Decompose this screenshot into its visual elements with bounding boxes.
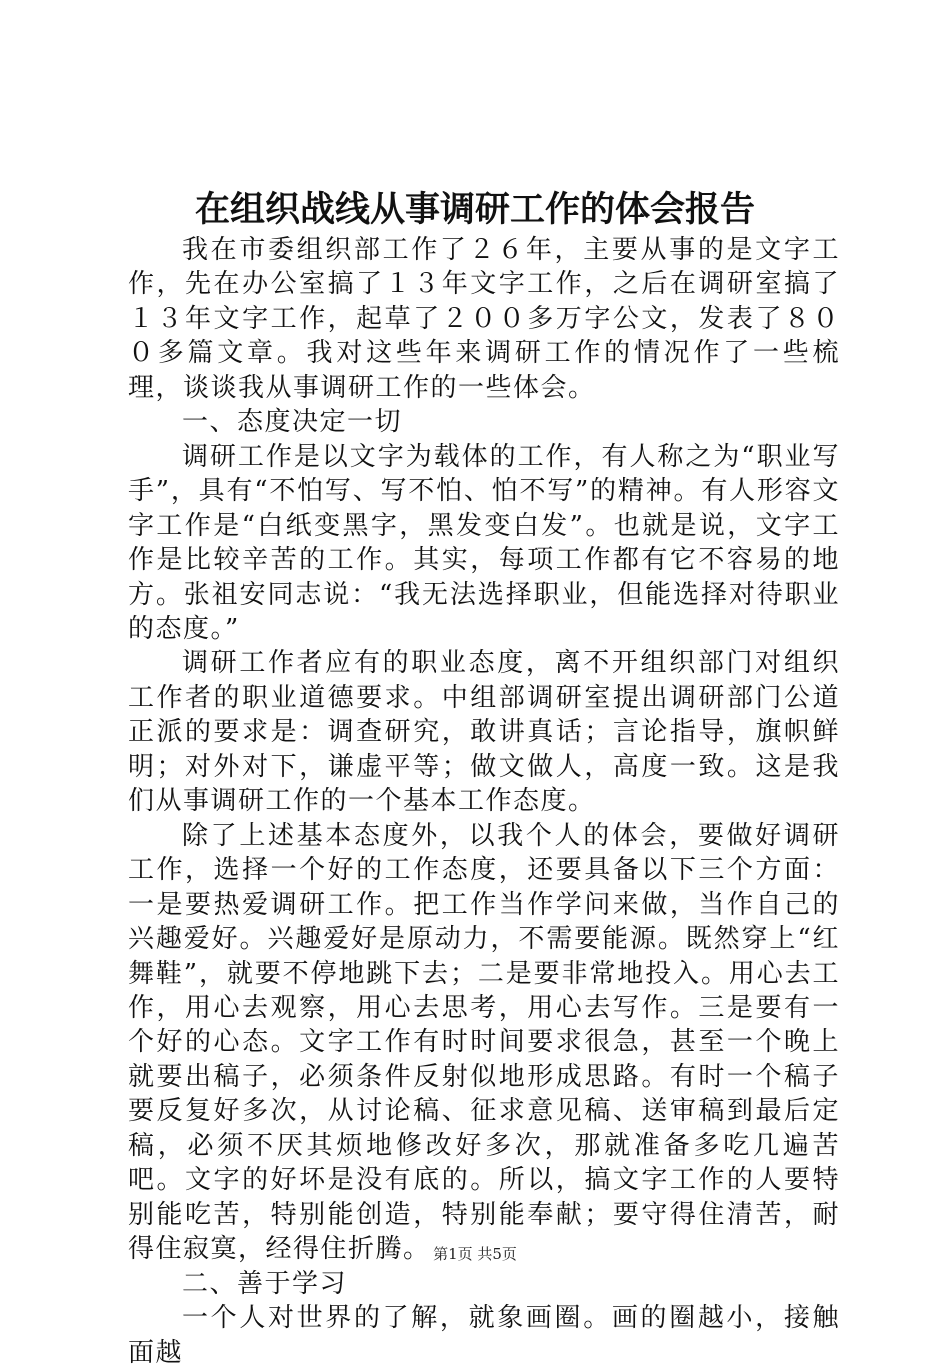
paragraph-attitude-3: 除了上述基本态度外，以我个人的体会，要做好调研工作，选择一个好的工作态度，还要具备以下三个方面：一是要热爱调研工作。把工作当作学问来做，当作自己的兴趣爱好。兴趣爱好是原动力，不需要能源。既然穿上“红舞鞋”，就要不停地跳下去；二是要非常地投入。用心去工作，用心去观察，用心去思考，用心去写作。三是要有一个好的心态。文字工作有时时间要求很急，甚至一个晚上就要出稿子，必须条件反射似地形成思路。有时一个稿子要反复好多次，从讨论稿、征求意见稿、送审稿到最后定稿，必须不厌其烦地修改好多次，那就准备多吃几遍苦吧。文字的好坏是没有底的。所以，搞文字工作的人要特别能吃苦，特别能创造，特别能奉献；要守得住清苦，耐得住寂寞，经得住折腾。 bbox=[128, 820, 840, 1265]
paragraph-learning-1: 一个人对世界的了解，就象画圈。画的圈越小，接触面越 bbox=[128, 1303, 840, 1368]
paragraph-attitude-2: 调研工作者应有的职业态度，离不开组织部门对组织工作者的职业道德要求。中组部调研室提出调研部门公道正派的要求是：调查研究，敢讲真话；言论指导，旗帜鲜明；对外对下，谦虚平等；做文做人，高度一致。这是我们从事调研工作的一个基本工作态度。 bbox=[128, 648, 840, 817]
document-body bbox=[128, 233, 840, 1370]
paragraph-attitude-1: 调研工作是以文字为载体的工作，有人称之为“职业写手”，具有“不怕写、写不怕、怕不写”的精神。有人形容文字工作是“白纸变黑字，黑发变白发”。也就是说，文字工作是比较辛苦的工作。其实，每项工作都有它不容易的地方。张祖安同志说：“我无法选择职业，但能选择对待职业的态度。” bbox=[128, 441, 840, 644]
section-heading-2: 二、善于学习 bbox=[182, 1268, 348, 1299]
section-heading-1: 一、态度决定一切 bbox=[182, 407, 403, 438]
page-number-footer: 第1页 共5页 bbox=[433, 1245, 517, 1263]
document-title: 在组织战线从事调研工作的体会报告 bbox=[194, 189, 755, 230]
paragraph-intro: 我在市委组织部工作了２６年，主要从事的是文字工作，先在办公室搞了１３年文字工作，之后在调研室搞了１３年文字工作，起草了２００多万字公文，发表了８００多篇文章。我对这些年来调研工作的情况作了一些梳理，谈谈我从事调研工作的一些体会。 bbox=[128, 235, 840, 403]
